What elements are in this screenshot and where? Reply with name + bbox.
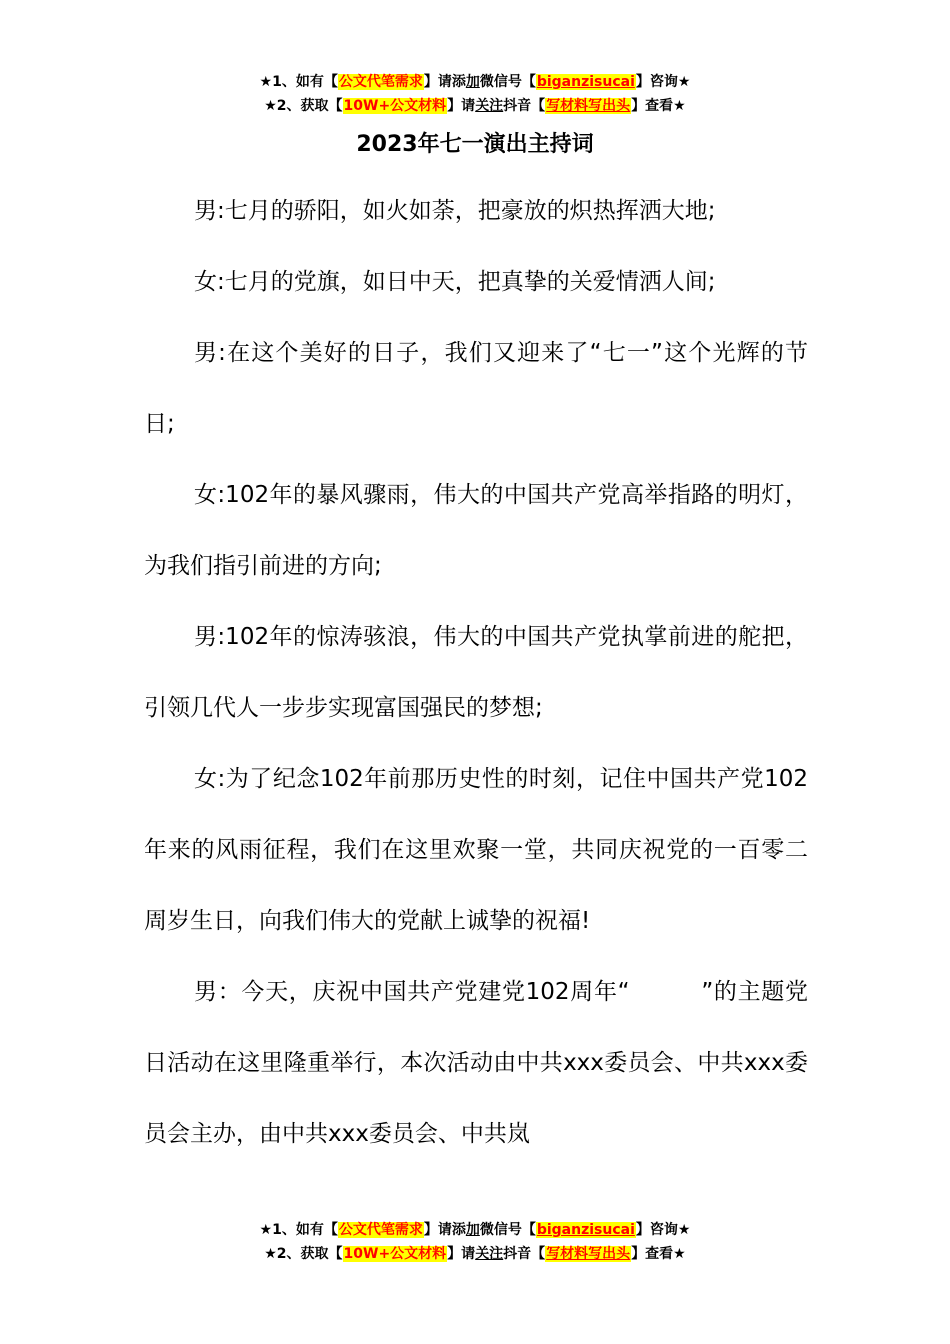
- document-body: [144, 176, 808, 1170]
- promo-text: ★2、获取【: [264, 1246, 343, 1262]
- promo-text: ★2、获取【: [264, 98, 343, 114]
- promo-highlight: 公文代笔需求: [338, 1222, 423, 1238]
- wechat-id-highlight: biganzisucai: [536, 1222, 635, 1238]
- promo-highlight: 公文代笔需求: [338, 74, 423, 90]
- paragraph: 女:七月的党旗，如日中天，把真挚的关爱情洒人间;: [194, 269, 716, 295]
- promo-text: 微信号【: [479, 74, 536, 90]
- promo-line-1: [0, 1218, 950, 1242]
- header-promo-banner: [0, 70, 950, 118]
- promo-line-2: [0, 1242, 950, 1266]
- promo-line-2: [0, 94, 950, 118]
- promo-text: 】请添: [423, 1222, 466, 1238]
- promo-text: 】查看★: [631, 1246, 686, 1262]
- promo-highlight: 10W+公文材料: [343, 1246, 447, 1262]
- document-title: 2023年七一演出主持词: [356, 132, 594, 157]
- promo-line-1: [0, 70, 950, 94]
- promo-text: 】请: [447, 1246, 476, 1262]
- promo-underlined: 加: [465, 74, 480, 90]
- promo-underlined: 加: [465, 1222, 480, 1238]
- promo-text: 】请添: [423, 74, 466, 90]
- promo-text: 抖音【: [503, 1246, 546, 1262]
- promo-text: 】查看★: [631, 98, 686, 114]
- paragraph: 男:七月的骄阳，如火如荼，把豪放的炽热挥洒大地;: [194, 198, 716, 224]
- promo-highlight: 10W+公文材料: [343, 98, 447, 114]
- promo-text: 】咨询★: [635, 1222, 691, 1238]
- douyin-account-highlight: 写材料写出头: [546, 1246, 631, 1262]
- promo-text: 微信号【: [479, 1222, 536, 1238]
- paragraph: 女:为了纪念102年前那历史性的时刻，记住中国共产党102年来的风雨征程，我们在这里欢聚一堂，共同庆祝党的一百零二周岁生日，向我们伟大的党献上诚挚的祝福!: [144, 766, 808, 934]
- paragraph: 男:在这个美好的日子，我们又迎来了“七一”这个光辉的节日;: [144, 340, 808, 437]
- promo-text: ★1、如有【: [259, 74, 338, 90]
- promo-text: 】请: [447, 98, 476, 114]
- promo-underlined: 关注: [475, 1246, 504, 1262]
- douyin-account-highlight: 写材料写出头: [546, 98, 631, 114]
- promo-text: ★1、如有【: [259, 1222, 338, 1238]
- paragraph: 女:102年的暴风骤雨，伟大的中国共产党高举指路的明灯，为我们指引前进的方向;: [144, 482, 808, 579]
- paragraph: 男：今天，庆祝中国共产党建党102周年“ ”的主题党日活动在这里隆重举行，本次活动由中共xxx委员会、中共xxx委员会主办，由中共xxx委员会、中共岚: [144, 979, 808, 1147]
- promo-text: 】咨询★: [635, 74, 691, 90]
- promo-text: 抖音【: [503, 98, 546, 114]
- footer-promo-banner: [0, 1218, 950, 1266]
- promo-underlined: 关注: [475, 98, 504, 114]
- paragraph: 男:102年的惊涛骇浪，伟大的中国共产党执掌前进的舵把，引领几代人一步步实现富国强民的梦想;: [144, 624, 808, 721]
- wechat-id-highlight: biganzisucai: [536, 74, 635, 90]
